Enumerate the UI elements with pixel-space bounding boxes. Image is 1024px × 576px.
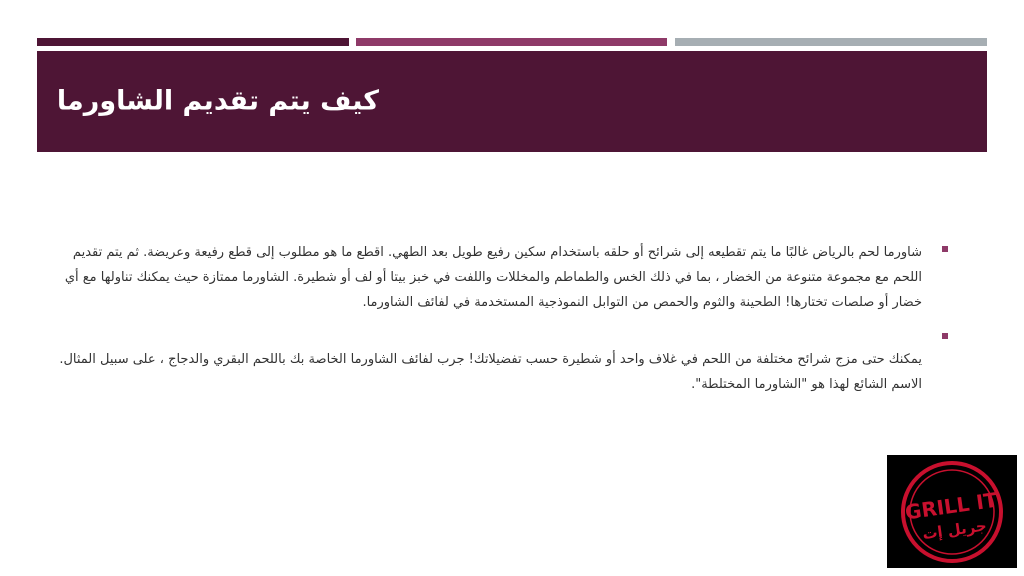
accent-bar-gray	[675, 38, 987, 46]
grill-it-logo-icon	[887, 455, 1017, 568]
bullet-text: شاورما لحم بالرياض غالبًا ما يتم تقطيعه إلى شرائح أو حلقه باستخدام سكين رفيع طويل بعد الطهي. اقطع ما هو مطلوب إلى قطع رفيعة وعريضة. ثم يتم تقديم اللحم مع مجموعة متنوعة من الخضار ، بما في ذلك الخس والطماطم والمخللات واللفت في خبز بيتا أو لف أو شطيرة. الشاورما ممتازة حيث يمكنك تناولها مع أي خضار أو صلصات تختارها! الطحينة والثوم والحمص من التوابل النموذجية المستخدمة في لفائف الشاورما.	[64, 245, 922, 310]
bullet-item	[50, 240, 950, 315]
logo-text-en: GRILL IT	[903, 487, 999, 525]
accent-bar-mid	[356, 38, 667, 46]
title-banner	[37, 51, 987, 152]
logo-text-ar: جريل إت	[921, 516, 988, 544]
bullet-square-icon	[942, 333, 948, 339]
bullet-text: يمكنك حتى مزج شرائح مختلفة من اللحم في غلاف واحد أو شطيرة حسب تفضيلاتك! جرب لفائف الشاورما الخاصة بك باللحم البقري والدجاج ، على سبيل المثال. الاسم الشائع لهذا هو "الشاورما المختلطة".	[59, 352, 922, 392]
grill-it-logo	[887, 455, 1017, 568]
accent-bar-dark	[37, 38, 349, 46]
bullet-item	[50, 347, 950, 397]
bullet-item-empty	[50, 327, 950, 341]
slide-content	[50, 240, 950, 409]
slide-title: كيف يتم تقديم الشاورما	[56, 85, 379, 117]
bullet-square-icon	[942, 246, 948, 252]
